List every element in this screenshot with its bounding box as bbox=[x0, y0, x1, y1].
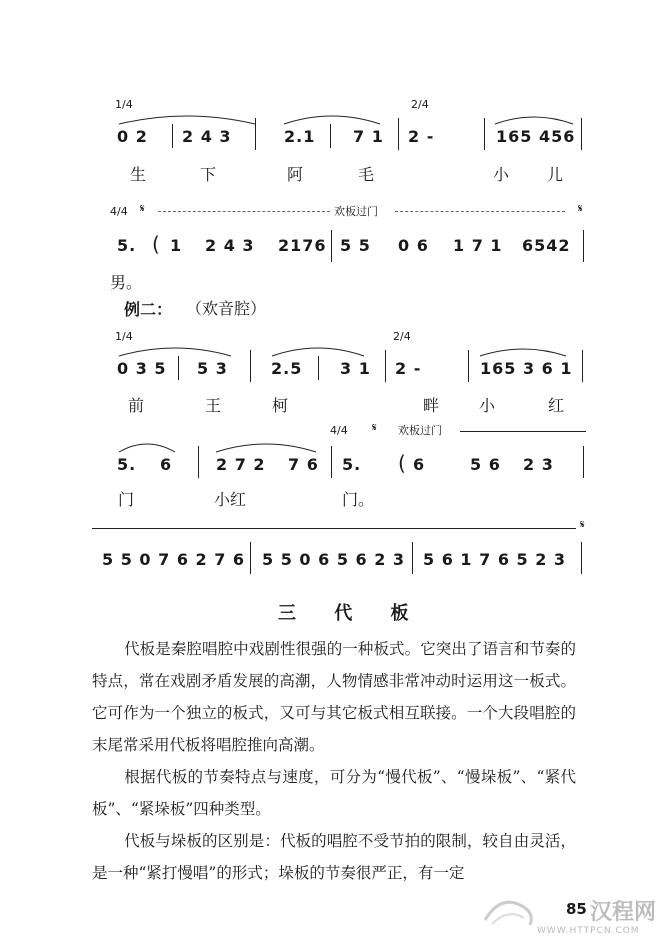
notes: 2176 bbox=[278, 236, 327, 255]
lyric: 门。 bbox=[342, 490, 375, 509]
notes: 5 3 bbox=[197, 359, 228, 378]
notes: 5 5 bbox=[340, 236, 371, 255]
segno-icon: 𝄋 bbox=[578, 202, 583, 215]
bar-line bbox=[178, 356, 179, 380]
time-signature-1-4: 1/4 bbox=[115, 330, 133, 343]
notes: 7 6 bbox=[288, 455, 319, 474]
paragraph-text: 根据代板的节奏特点与速度，可分为“慢代板”、“慢垛板”、“紧代板”、“紧垛板”四种类型。 bbox=[92, 768, 576, 818]
slur bbox=[478, 346, 568, 358]
notes: 2 7 2 bbox=[216, 455, 266, 474]
time-signature-2-4: 2/4 bbox=[411, 98, 429, 111]
time-signature-2-4: 2/4 bbox=[393, 330, 411, 343]
paragraph-text: 代板与垛板的区别是：代板的唱腔不受节拍的限制，较自由灵活，是一种“紧打慢唱”的形式；垛板的节奏很严正，有一定 bbox=[92, 832, 576, 882]
lyric: 生 bbox=[130, 165, 147, 184]
notes: 2 4 3 bbox=[205, 236, 255, 255]
dashed-line bbox=[158, 211, 330, 212]
notes: 5 5 0 7 6 2 7 6 bbox=[102, 550, 246, 569]
bar-line bbox=[255, 118, 256, 150]
paragraph-text: 代板是秦腔唱腔中戏剧性很强的一种板式。它突出了语言和节奏的特点，常在戏剧矛盾发展的高潮，人物情感非常冲动时运用这一板式。它可作为一个独立的板式，又可与其它板式相互联接。一个大段唱腔的末尾常采用代板将唱腔推向高潮。 bbox=[92, 640, 576, 754]
extension-line bbox=[460, 431, 586, 432]
lyric: 前 bbox=[128, 396, 145, 415]
bar-line bbox=[250, 350, 251, 382]
segno-icon: 𝄋 bbox=[140, 202, 145, 215]
notes: 6542 bbox=[522, 236, 571, 255]
notes-bar-2b: 7 1 bbox=[353, 127, 384, 146]
bar-line bbox=[484, 118, 485, 150]
bar-line bbox=[583, 446, 584, 478]
bar-line bbox=[385, 350, 386, 382]
lyric: 下 bbox=[200, 165, 217, 184]
notes: 5. bbox=[117, 455, 137, 474]
notes: 0 3 5 bbox=[117, 359, 167, 378]
example-note: （欢音腔） bbox=[186, 299, 267, 318]
extension-line bbox=[92, 528, 576, 529]
bar-line bbox=[172, 124, 173, 148]
slur bbox=[282, 112, 382, 126]
time-signature-4-4: 4/4 bbox=[110, 205, 128, 218]
segno-icon: 𝄋 bbox=[580, 518, 585, 531]
notes: 0 6 bbox=[398, 236, 429, 255]
bar-line bbox=[331, 230, 332, 262]
notes: 6 bbox=[413, 455, 426, 474]
paragraph-2 bbox=[92, 761, 576, 825]
page-number: 85 bbox=[566, 900, 587, 918]
slur bbox=[117, 112, 257, 126]
notes: 6 bbox=[160, 455, 173, 474]
notes: 5. bbox=[117, 236, 137, 255]
lyric: 红 bbox=[548, 396, 565, 415]
lyric: 毛 bbox=[358, 165, 375, 184]
bar-line bbox=[581, 118, 582, 150]
lyric: 王 bbox=[205, 396, 222, 415]
lyric: 小 bbox=[479, 396, 496, 415]
lyric: 儿 bbox=[547, 165, 564, 184]
slur bbox=[117, 440, 177, 454]
bar-line bbox=[412, 542, 413, 574]
bar-line bbox=[318, 356, 319, 380]
watermark-logo-icon bbox=[480, 890, 540, 930]
notes: 1 7 1 bbox=[453, 236, 503, 255]
paren: ( bbox=[152, 232, 161, 256]
example-label: 例二： bbox=[124, 300, 173, 319]
paren: ( bbox=[398, 451, 407, 475]
notes-bar-2: 2.1 bbox=[284, 127, 316, 146]
bar-line bbox=[250, 542, 251, 574]
notes: 5. bbox=[342, 455, 362, 474]
section-marker: 欢板过门 bbox=[398, 424, 442, 437]
lyric: 小红 bbox=[214, 490, 247, 509]
lyric: 阿 bbox=[287, 165, 304, 184]
notes: 2 3 bbox=[523, 455, 554, 474]
lyric: 小 bbox=[493, 165, 510, 184]
notes: 3 1 bbox=[340, 359, 371, 378]
bar-line bbox=[581, 542, 582, 574]
slur bbox=[117, 344, 233, 358]
watermark-url: WWW.HTTPCN.COM bbox=[537, 926, 640, 936]
bar-line bbox=[331, 446, 332, 478]
lyric: 畔 bbox=[423, 396, 440, 415]
lyric: 男。 bbox=[110, 273, 143, 292]
notes: 2 - bbox=[395, 359, 422, 378]
notes: 5 5 0 6 5 6 2 3 bbox=[262, 550, 406, 569]
watermark-text: 汉程网 bbox=[590, 900, 657, 925]
notes-bar-1: 0 2 bbox=[117, 127, 148, 146]
lyric: 门 bbox=[118, 490, 135, 509]
paragraph-3 bbox=[92, 825, 576, 889]
notes: 2.5 bbox=[271, 359, 303, 378]
bar-line bbox=[398, 118, 399, 150]
section-title: 三 代 板 bbox=[278, 603, 425, 624]
notes-bar-1b: 2 4 3 bbox=[182, 127, 232, 146]
bar-line bbox=[583, 230, 584, 262]
bar-line bbox=[582, 350, 583, 382]
paragraph-1 bbox=[92, 633, 576, 761]
slur bbox=[214, 440, 318, 454]
notes: 165 3 6 1 bbox=[480, 359, 573, 378]
time-signature-1-4: 1/4 bbox=[115, 98, 133, 111]
dashed-line bbox=[395, 211, 565, 212]
section-marker: 欢板过门 bbox=[334, 205, 378, 218]
bar-line bbox=[198, 446, 199, 478]
time-signature-4-4: 4/4 bbox=[330, 424, 348, 437]
notes: 1 bbox=[170, 236, 183, 255]
bar-line bbox=[330, 124, 331, 148]
slur bbox=[493, 114, 575, 126]
notes: 5 6 bbox=[470, 455, 501, 474]
notes: 5 6 1 7 6 5 2 3 bbox=[423, 550, 567, 569]
bar-line bbox=[468, 350, 469, 382]
lyric: 柯 bbox=[272, 396, 289, 415]
notes-bar-4: 165 456 bbox=[496, 127, 576, 146]
notes-bar-3: 2 - bbox=[408, 127, 435, 146]
segno-icon: 𝄋 bbox=[372, 421, 377, 434]
